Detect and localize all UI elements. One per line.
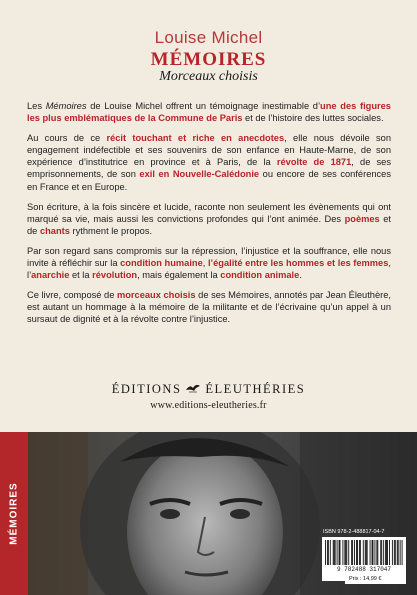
book-subtitle: Morceaux choisis: [159, 69, 258, 84]
band-label-text: MÉMOIRES: [8, 482, 20, 545]
author-name: Louise Michel: [154, 28, 263, 47]
barcode-bar: [365, 540, 366, 565]
barcode-bar: [376, 540, 377, 565]
barcode-bar: [380, 540, 381, 565]
paragraph-text: , l’: [27, 258, 391, 281]
blurb-text: [27, 100, 391, 334]
price-label: Prix : 14,99 €: [345, 575, 406, 584]
barcode-bar: [325, 540, 326, 565]
barcode-bar: [395, 540, 396, 565]
paragraph-text: .: [299, 270, 302, 281]
barcode-bar: [366, 540, 367, 565]
paragraph-text: Ce livre, composé de: [27, 290, 117, 301]
cover-header: [0, 28, 417, 85]
publisher-name-right: ÉLEUTHÉRIES: [205, 382, 306, 396]
paragraph-text: , elle nous dévoile son engagement indéfectible et ses souvenirs de son enfance en Haute-Marne, de son expérience d’institutrice en province et à Paris, de la: [27, 133, 391, 168]
barcode-bars: [322, 537, 406, 567]
highlight-text: une des figures les plus emblématiques de la Commune de Paris: [27, 101, 391, 124]
barcode-bar: [398, 540, 399, 565]
barcode-bar: [335, 540, 336, 565]
blurb-paragraph: [27, 132, 391, 192]
barcode-bar: [400, 540, 401, 565]
barcode-bar: [351, 540, 352, 565]
barcode-bar: [334, 540, 335, 565]
barcode-bar: [363, 540, 364, 565]
blurb-paragraph: [27, 201, 391, 237]
barcode-bar: [374, 540, 375, 565]
highlight-text: condition humaine: [120, 258, 203, 269]
blurb-paragraph: [27, 289, 391, 325]
barcode-bar: [381, 540, 382, 565]
highlight-text: exil en Nouvelle-Calédonie: [139, 169, 260, 180]
barcode-bar: [385, 540, 386, 565]
paragraph-text: Mémoires: [45, 101, 87, 111]
barcode-bar: [342, 540, 343, 565]
paragraph-text: Son écriture, à la fois sincère et lucide, raconte non seulement les évènements qui ont marqué sa vie, mais aussi les convictions profondes qui l’ont animée. Des: [27, 201, 391, 224]
publisher-name: [112, 382, 305, 398]
paragraph-text: Les: [27, 101, 46, 111]
highlight-text: récit touchant et riche en anecdotes: [106, 133, 285, 144]
paragraph-text: et de: [27, 213, 392, 236]
paragraph-text: de ses Mémoires, annotés par Jean Éleuthère, est autant un hommage à la mémoire de la militante et de l’écrivaine qu’un appel à un sursaut de dignité et à la révolte contre l’injustice.: [27, 290, 391, 325]
barcode-bar: [339, 540, 340, 565]
side-band-label: [0, 432, 28, 595]
highlight-text: l’égalité entre les hommes et les femmes: [207, 258, 389, 269]
barcode-bar: [328, 540, 329, 565]
barcode-bar: [356, 540, 357, 565]
paragraph-text: rythment le propos.: [69, 225, 153, 236]
paragraph-text: , mais également la: [137, 270, 221, 281]
paragraph-text: ,: [202, 258, 208, 269]
paragraph-text: , de ses emprisonnements, de son: [27, 157, 392, 180]
blurb-paragraph: [27, 100, 391, 124]
barcode-bar: [383, 540, 384, 565]
highlight-text: chants: [39, 225, 70, 236]
barcode-bar: [394, 540, 395, 565]
barcode-bar: [370, 540, 371, 565]
barcode-bar: [392, 540, 393, 565]
highlight-text: condition animale: [220, 270, 300, 281]
barcode-bar: [340, 540, 341, 565]
barcode-bar: [337, 540, 338, 565]
barcode-bar: [377, 540, 378, 565]
highlight-text: anarchie: [31, 270, 70, 281]
highlight-text: révolte de 1871: [276, 157, 352, 168]
barcode-bar: [327, 540, 328, 565]
barcode-bar: [373, 540, 374, 565]
barcode-bar: [387, 540, 388, 565]
barcode-bar: [386, 540, 387, 565]
barcode-bar: [367, 540, 368, 565]
barcode-bar: [348, 540, 349, 565]
paragraph-text: ou encore de ses conférences en France et en Europe.: [27, 169, 391, 192]
barcode-bar: [397, 540, 398, 565]
barcode-number: 9 782488 317047: [322, 566, 406, 573]
barcode-bar: [372, 540, 373, 565]
barcode-bar: [389, 540, 390, 565]
paragraph-text: de Louise Michel offrent un témoignage inestimable d’: [86, 101, 321, 111]
barcode-bar: [357, 540, 358, 565]
barcode-bar: [402, 540, 403, 565]
barcode-bar: [346, 540, 347, 565]
barcode-bar: [352, 540, 353, 565]
paragraph-text: Par son regard sans compromis sur la répression, l’injustice et la souffrance, elle nous invite à réfléchir sur la: [27, 245, 391, 269]
barcode-bar: [354, 540, 355, 565]
highlight-text: poèmes: [344, 213, 380, 224]
paragraph-text: et de l’histoire des luttes sociales.: [242, 113, 384, 124]
paragraph-text: Au cours de ce: [27, 133, 107, 144]
barcode-bar: [330, 540, 331, 565]
barcode-bar: [360, 540, 361, 565]
highlight-text: révolution: [92, 270, 138, 281]
blurb-paragraph: [27, 245, 391, 281]
publisher-url: www.editions-eleutheries.fr: [150, 400, 267, 411]
publisher-name-left: ÉDITIONS: [111, 382, 182, 396]
highlight-text: morceaux choisis: [116, 290, 196, 301]
paragraph-text: et la: [69, 270, 93, 281]
barcode-bar: [345, 540, 346, 565]
publisher-block: [0, 380, 417, 411]
barcode-bar: [359, 540, 360, 565]
publisher-bird-icon: [185, 382, 201, 398]
book-title: MÉMOIRES: [150, 49, 267, 70]
barcode-bar: [333, 540, 334, 565]
barcode-bar: [344, 540, 345, 565]
isbn-text: ISBN 978-2-488817-04-7: [323, 529, 385, 535]
